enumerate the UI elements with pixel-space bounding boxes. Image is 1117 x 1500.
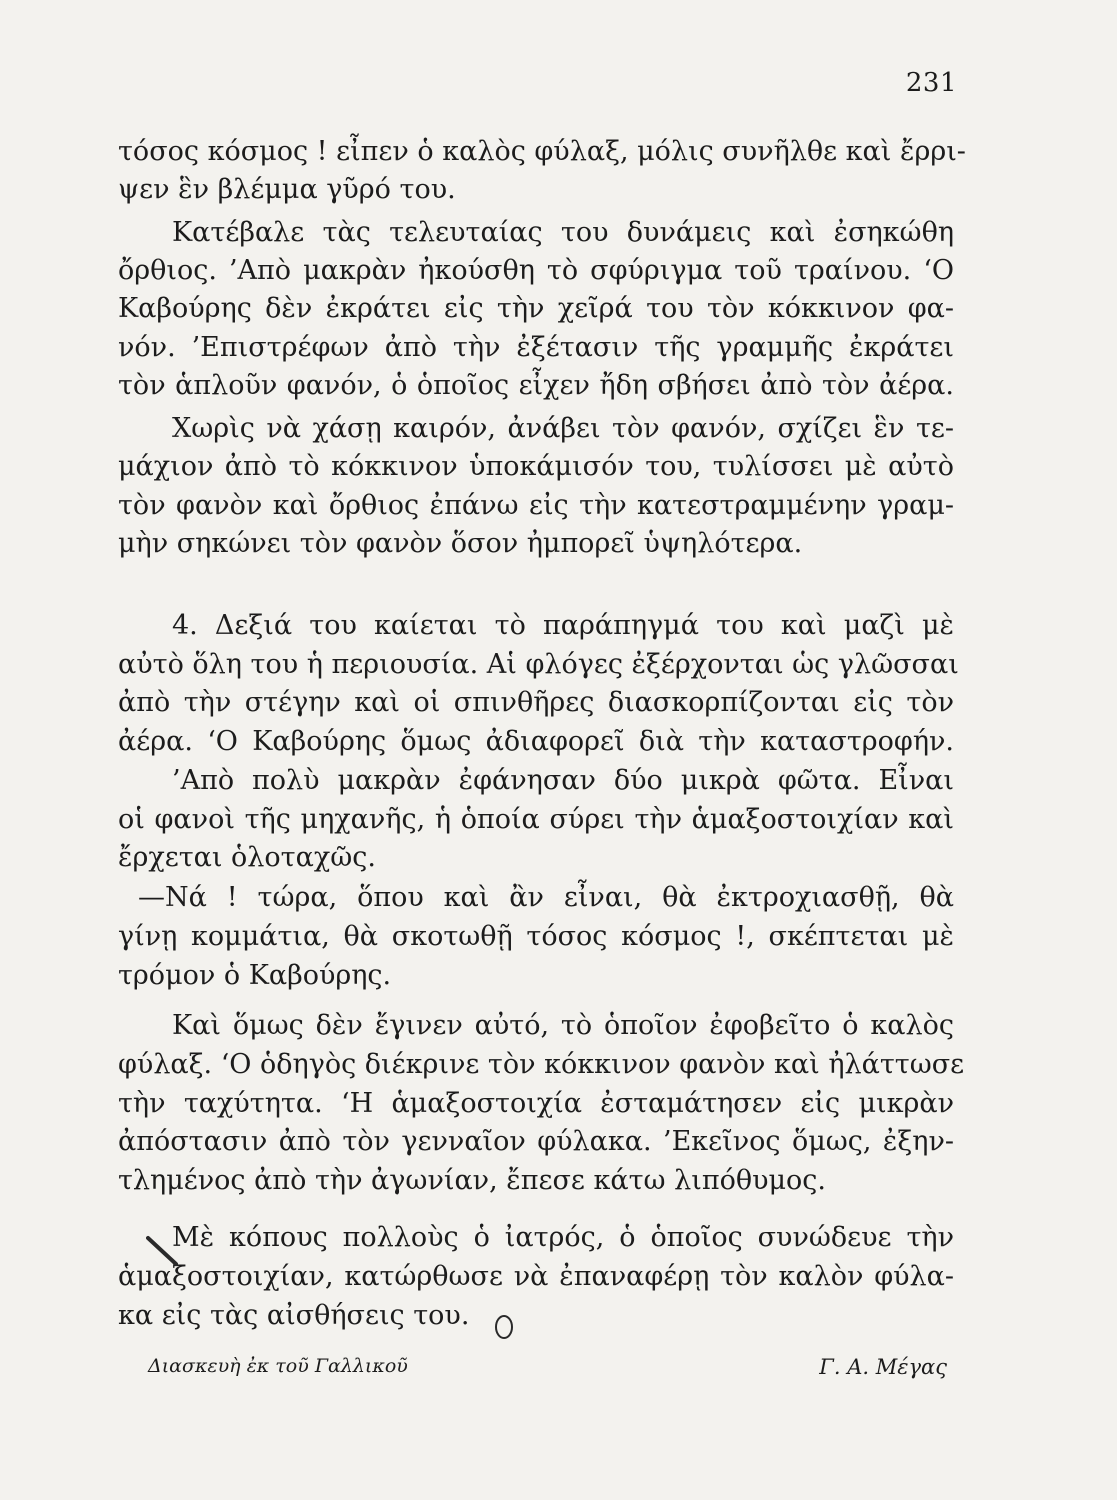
footer-source: Διασκευὴ ἐκ τοῦ Γαλλικοῦ: [148, 1355, 408, 1377]
text-line: μὴν σηκώνει τὸν φανὸν ὅσον ἠμπορεῖ ὑψηλότερα.: [118, 528, 803, 559]
text-line: ψεν ἓν βλέμμα γῦρό του.: [118, 174, 456, 205]
text-line: Καὶ ὅμως δὲν ἔγινεν αὐτό, τὸ ὁποῖον ἐφοβεῖτο ὁ καλὸς: [172, 1010, 954, 1041]
text-line: ὄρθιος. ’Απὸ μακρὰν ἠκούσθη τὸ σφύριγμα τοῦ τραίνου. ‘Ο: [118, 255, 954, 286]
text-line: ἀέρα. ‘Ο Καβούρης ὅμως ἀδιαφορεῖ διὰ τὴν καταστροφήν.: [118, 726, 954, 757]
footer-author: Γ. Α. Μέγας: [819, 1355, 947, 1379]
pen-circle-icon: [492, 1312, 516, 1342]
text-line: τὸν ἁπλοῦν φανόν, ὁ ὁποῖος εἶχεν ἤδη σβήσει ἀπὸ τὸν ἀέρα.: [118, 370, 954, 401]
text-line: μάχιον ἀπὸ τὸ κόκκινον ὑποκάμισόν του, τυλίσσει μὲ αὐτὸ: [118, 451, 954, 482]
text-line: κα εἰς τὰς αἰσθήσεις του.: [118, 1300, 470, 1331]
text-line: τλημένος ἀπὸ τὴν ἀγωνίαν, ἔπεσε κάτω λιπόθυμος.: [118, 1165, 826, 1196]
text-line: τόσος κόσμος ! εἶπεν ὁ καλὸς φύλαξ, μόλις συνῆλθε καὶ ἔρρι-: [118, 136, 966, 167]
text-line: ἔρχεται ὁλοταχῶς.: [118, 842, 376, 873]
text-line: γίνῃ κομμάτια, θὰ σκοτωθῇ τόσος κόσμος !, σκέπτεται μὲ: [118, 921, 954, 952]
text-line: —Νά ! τώρα, ὅπου καὶ ἂν εἶναι, θὰ ἐκτροχιασθῇ, θὰ: [138, 882, 954, 913]
text-line: οἱ φανοὶ τῆς μηχανῆς, ἡ ὁποία σύρει τὴν ἁμαξοστοιχίαν καὶ: [118, 804, 954, 835]
text-line: τρόμον ὁ Καβούρης.: [118, 960, 392, 991]
text-line: Κατέβαλε τὰς τελευταίας του δυνάμεις καὶ ἐσηκώθη: [172, 217, 954, 248]
text-line: Καβούρης δὲν ἐκράτει εἰς τὴν χεῖρά του τὸν κόκκινον φα-: [118, 293, 954, 324]
text-line: 4. Δεξιά του καίεται τὸ παράπηγμά του καὶ μαζὶ μὲ: [172, 610, 954, 641]
text-line: Μὲ κόπους πολλοὺς ὁ ἰατρός, ὁ ὁποῖος συνώδευε τὴν: [172, 1222, 954, 1253]
text-line: ἀπόστασιν ἀπὸ τὸν γενναῖον φύλακα. ’Εκεῖνος ὅμως, ἐξην-: [118, 1126, 954, 1157]
text-line: νόν. ’Επιστρέφων ἀπὸ τὴν ἐξέτασιν τῆς γραμμῆς ἐκράτει: [118, 332, 954, 363]
text-line: ’Απὸ πολὺ μακρὰν ἐφάνησαν δύο μικρὰ φῶτα. Εἶναι: [172, 765, 954, 796]
text-line: αὐτὸ ὅλη του ἡ περιουσία. Αἱ φλόγες ἐξέρχονται ὡς γλῶσσαι: [118, 649, 959, 680]
pen-mark-icon: [146, 1232, 180, 1266]
text-line: τὸν φανὸν καὶ ὄρθιος ἐπάνω εἰς τὴν κατεστραμμένην γραμ-: [118, 490, 954, 521]
text-line: Χωρὶς νὰ χάσῃ καιρόν, ἀνάβει τὸν φανόν, σχίζει ἓν τε-: [172, 413, 954, 444]
text-line: φύλαξ. ‘Ο ὁδηγὸς διέκρινε τὸν κόκκινον φανὸν καὶ ἠλάττωσε: [118, 1049, 965, 1080]
page-number: 231: [905, 68, 957, 98]
text-line: τὴν ταχύτητα. ‘Η ἁμαξοστοιχία ἐσταμάτησεν εἰς μικρὰν: [118, 1088, 954, 1119]
text-line: ἀπὸ τὴν στέγην καὶ οἱ σπινθῆρες διασκορπίζονται εἰς τὸν: [118, 687, 954, 718]
text-line: ἁμαξοστοιχίαν, κατώρθωσε νὰ ἐπαναφέρῃ τὸν καλὸν φύλα-: [118, 1261, 954, 1292]
